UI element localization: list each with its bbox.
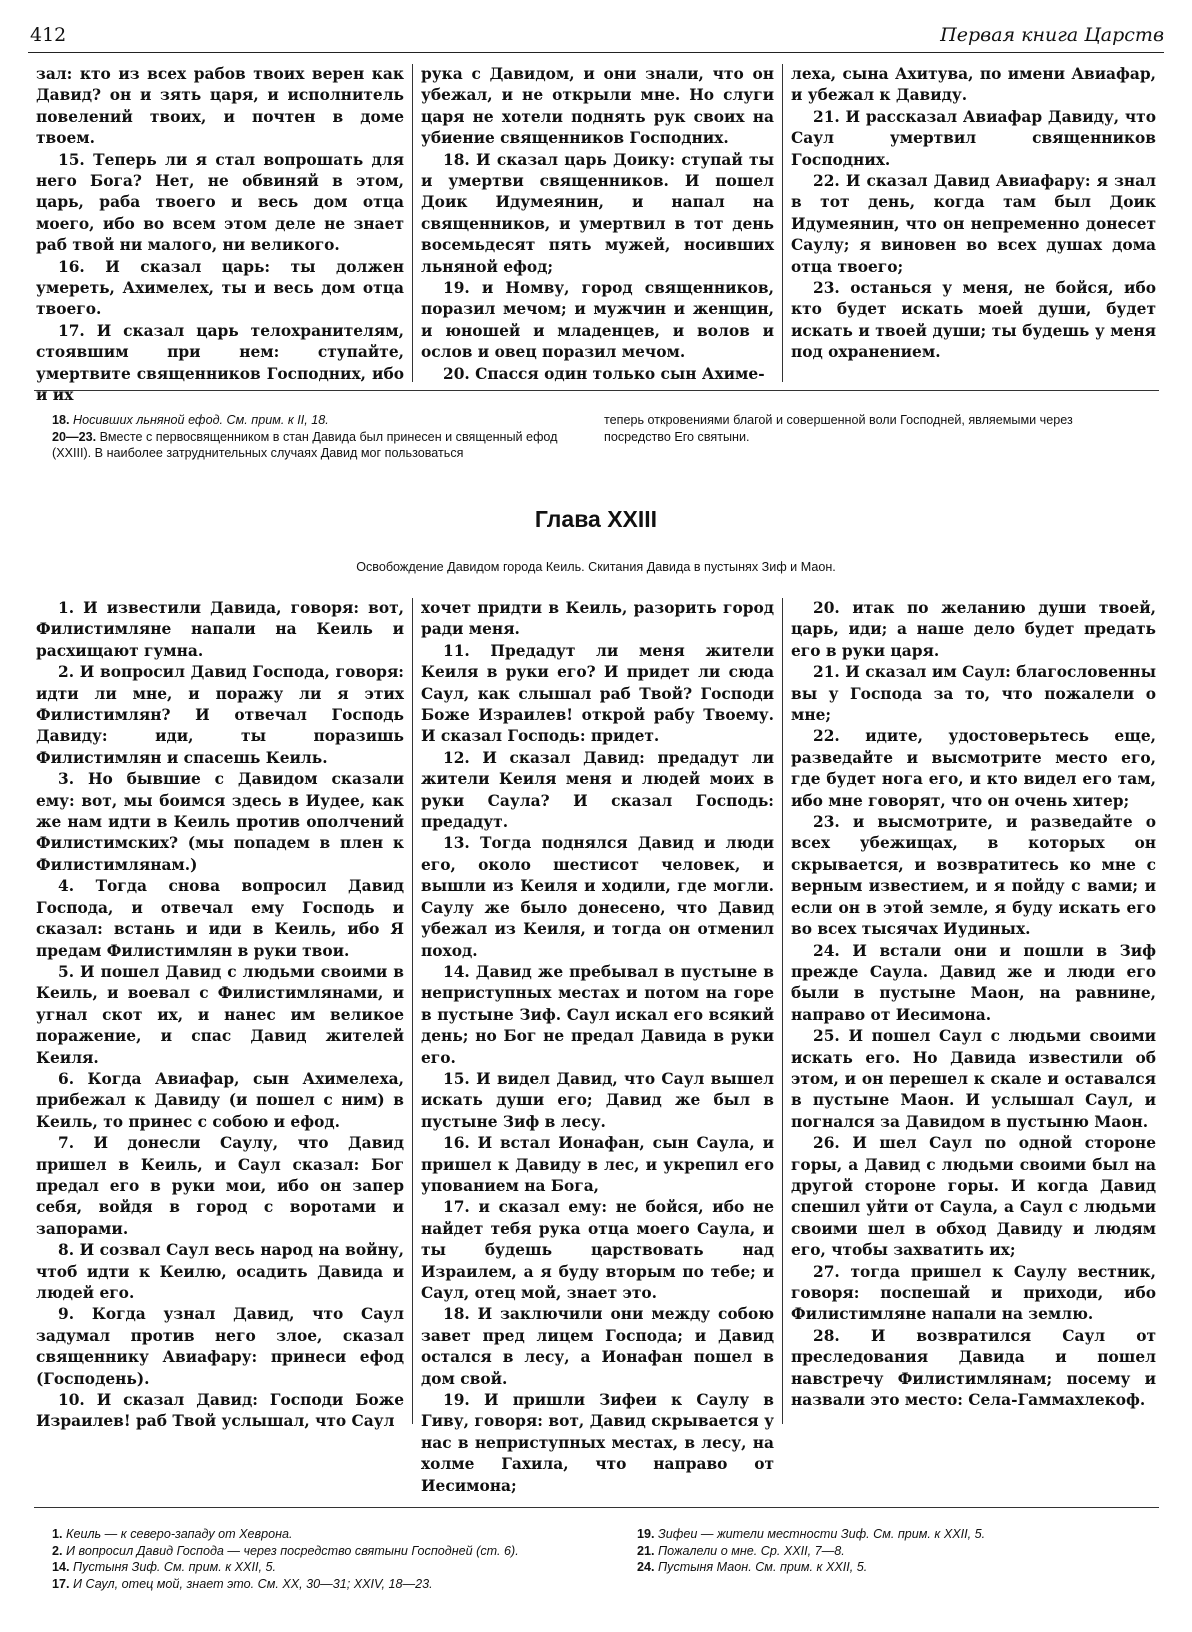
chapter-column-2 xyxy=(412,598,782,1495)
top-column-3 xyxy=(782,64,1164,382)
verse: 20. итак по желанию души твоей, царь, иди; а наше дело будет предать его в руки царя. xyxy=(791,599,1156,660)
verse: 20. Спасся один только сын Ахиме- xyxy=(443,364,765,383)
bottom-footnotes xyxy=(52,1526,1132,1592)
verse: 14. Давид же пребывал в пустыне в неприступных местах и потом на горе в пустыне Зиф. Саул искал его всякий день; но Бог не предал Давида в руки его. xyxy=(421,962,774,1067)
verse: 15. Теперь ли я стал вопрошать для него Бога? Нет, не обвиняй в этом, царь, раба твоего и весь дом отца моего, ибо во всем этом деле не знает раб твой ни малого, ни великого. xyxy=(36,150,404,255)
footnote: теперь откровениями благой и совершенной воли Господней, являемыми через посредство Его святыни. xyxy=(604,413,1073,444)
verse: рука с Давидом, и они знали, что он убежал, и не открыли мне. Но слуги царя не хотели поднять рук своих на убиение священников Господних. xyxy=(421,65,774,148)
verse: 27. тогда пришел к Саулу вестник, говоря: поспешай и приходи, ибо Филистимляне напали на землю. xyxy=(791,1262,1156,1324)
running-title: Первая книга Царств xyxy=(940,24,1164,46)
verse: 22. И сказал Давид Авиафару: я знал в тот день, когда там был Доик Идумеянин, что он непременно донесет Саулу; я виновен во всех душах дома отца твоего; xyxy=(791,172,1156,276)
footnote: 17. И Саул, отец мой, знает это. См. XX, 30—31; XXIV, 18—23. xyxy=(52,1576,433,1591)
chapter-text-columns xyxy=(28,598,1164,1495)
footnote: 20—23. Вместе с первосвященником в стан Давида был принесен и священный ефод (XXIII). В наиболее затруднительных случаях Давид мог пользоваться xyxy=(52,429,558,461)
chapter-title: Глава XXIII xyxy=(534,506,658,532)
verse: 16. И сказал царь: ты должен умереть, Ахимелех, ты и весь дом отца твоего. xyxy=(36,257,404,319)
verse: 15. И видел Давид, что Саул вышел искать души его; Давид же был в пустыне Зиф в лесу. xyxy=(421,1069,774,1131)
verse: 4. Тогда снова вопросил Давид Господа, и отвечал ему Господь и сказал: встань и иди в Кеиль, ибо Я предам Филистимлян в руки твои. xyxy=(36,877,404,960)
top-notes-divider xyxy=(34,390,1159,391)
top-notes-left xyxy=(52,412,592,462)
running-header xyxy=(28,20,1164,53)
verse: 16. И встал Ионафан, сын Саула, и пришел к Давиду в лес, и укрепил его упованием на Бога, xyxy=(421,1134,774,1195)
bottom-notes-left xyxy=(52,1526,637,1592)
verse: 19. И пришли Зифеи к Саулу в Гиву, говоря: вот, Давид скрывается у нас в неприступных местах, в лесу, на холме Гахила, что направо от Иесимона; xyxy=(421,1391,774,1495)
verse: 23. и высмотрите, и разведайте о всех убежищах, в которых он скрывается, и возвратитесь ко мне с верным известием, и я пойду с вами; и если он в этой земле, я буду искать его во всех тысячах Иудиных. xyxy=(791,813,1156,939)
footnote: 19. Зифеи — жители местности Зиф. См. прим. к XXII, 5. xyxy=(637,1527,986,1541)
bottom-notes-right xyxy=(637,1526,1132,1592)
footnote: 24. Пустыня Маон. См. прим. к XXII, 5. xyxy=(637,1560,868,1575)
verse: 11. Предадут ли меня жители Кеиля в руки его? И придет ли сюда Саул, как слышал раб Твой? Господи Боже Израилев! открой рабу Твоему. И сказал Господь: придет. xyxy=(421,641,774,746)
verse: 7. И донесли Саулу, что Давид пришел в Кеиль, и Саул сказал: Бог предал его в руки мои, ибо он запер себя, войдя в город с воротами и запорами. xyxy=(36,1134,404,1238)
verse: 3. Но бывшие с Давидом сказали ему: вот, мы боимся здесь в Иудее, как же нам идти в Кеиль против ополчений Филистимских? (мы попадем в плен к Филистимлянам.) xyxy=(36,770,404,874)
verse: 2. И вопросил Давид Господа, говоря: идти ли мне, и поражу ли я этих Филистимлян? И отвечал Господь Давиду: иди, ты поразишь Филистимлян и спасешь Кеиль. xyxy=(36,663,404,767)
verse: зал: кто из всех рабов твоих верен как Давид? он и зять царя, и исполнитель повелений твоих, и почтен в доме твоем. xyxy=(36,65,404,148)
verse: 8. И созвал Саул весь народ на войну, чтоб идти к Кеилю, осадить Давида и людей его. xyxy=(36,1241,404,1302)
verse: 23. останься у меня, не бойся, ибо кто будет искать моей души, будет искать и твоей души; ты будешь у меня под охранением. xyxy=(791,279,1156,362)
verse: 13. Тогда поднялся Давид и люди его, около шестисот человек, и вышли из Кеиля и ходили, где могли. Саулу же было донесено, что Давид убежал из Кеиля, и тогда он отменил поход. xyxy=(421,834,774,960)
verse: 19. и Номву, город священников, поразил мечом; и мужчин и женщин, и юношей и младенцев, и волов и ослов и овец поразил мечом. xyxy=(421,279,774,362)
chapter-column-3 xyxy=(782,598,1164,1424)
verse: 22. идите, удостоверьтесь еще, разведайте и высмотрите место его, где будет нога его, и кто видел его там, ибо мне говорят, что он очень хитер; xyxy=(791,727,1156,810)
verse: 24. И встали они и пошли в Зиф прежде Саула. Давид же и люди его были в пустыне Маон, на равнине, направо от Иесимона. xyxy=(791,941,1156,1024)
verse: 17. И сказал царь телохранителям, стоявшим при нем: ступайте, умертвите священников Господних, ибо и их xyxy=(36,321,404,405)
page-number: 412 xyxy=(30,24,67,46)
chapter-summary: Освобождение Давидом города Кеиль. Скитания Давида в пустынях Зиф и Маон. xyxy=(356,560,836,574)
footnote: 21. Пожалели о мне. Ср. XXII, 7—8. xyxy=(637,1543,845,1558)
top-column-1 xyxy=(28,64,412,405)
verse: 1. И известили Давида, говоря: вот, Филистимляне напали на Кеиль и расхищают гумна. xyxy=(36,599,404,660)
top-column-2 xyxy=(412,64,782,382)
top-notes-right xyxy=(592,412,1132,462)
verse: 26. И шел Саул по одной стороне горы, а Давид с людьми своими был на другой стороне горы. И когда Давид спешил уйти от Саула, а Саул с людьми своими шел в обход Давиду и людям его, чтобы захватить их; xyxy=(791,1134,1156,1260)
verse: 5. И пошел Давид с людьми своими в Кеиль, и воевал с Филистимлянами, и угнал скот их, и нанес им великое поражение, и спас Давид жителей Кеиля. xyxy=(36,962,404,1067)
verse: 18. И заключили они между собою завет пред лицем Господа; и Давид остался в лесу, а Ионафан пошел в дом свой. xyxy=(421,1305,774,1388)
chapter-column-1 xyxy=(28,598,412,1431)
top-footnotes xyxy=(52,412,1132,462)
verse: леха, сына Ахитува, по имени Авиафар, и убежал к Давиду. xyxy=(791,65,1156,105)
verse: 21. И сказал им Саул: благословенны вы у Господа за то, что пожалели о мне; xyxy=(791,663,1156,725)
verse: 28. И возвратился Саул от преследования Давида и пошел навстречу Филистимлянам; посему и назвали это место: Села-Гаммахлекоф. xyxy=(791,1326,1156,1410)
verse: 10. И сказал Давид: Господи Боже Израилев! раб Твой услышал, что Саул xyxy=(36,1391,404,1431)
verse: 6. Когда Авиафар, сын Ахимелеха, прибежал к Давиду (и пошел с ним) в Кеиль, то принес с собою и ефод. xyxy=(36,1069,404,1131)
verse: 18. И сказал царь Доику: ступай ты и умертви священников. И пошел Доик Идумеянин, и напал на священников, и умертвил в тот день восемьдесят пять мужей, носивших льняной ефод; xyxy=(421,150,774,276)
verse: 17. и сказал ему: не бойся, ибо не найдет тебя рука отца моего Саула, и ты будешь царствовать над Израилем, а я буду вторым по тебе; и Саул, отец мой, знает это. xyxy=(421,1198,774,1302)
footnote: 2. И вопросил Давид Господа — через посредство святыни Господней (ст. 6). xyxy=(52,1543,519,1558)
verse: 9. Когда узнал Давид, что Саул задумал против него злое, сказал священнику Авиафару: принеси ефод (Господень). xyxy=(36,1305,404,1388)
verse: 25. И пошел Саул с людьми своими искать его. Но Давида известили об этом, и он перешел к скале и оставался в пустыне Маон. И услышал Саул, и погнался за Давидом в пустыню Маон. xyxy=(791,1027,1156,1131)
bottom-notes-divider xyxy=(34,1507,1159,1508)
verse: хочет придти в Кеиль, разорить город ради меня. xyxy=(421,599,774,639)
footnote: 14. Пустыня Зиф. См. прим. к XXII, 5. xyxy=(52,1560,276,1575)
footnote: 1. Кеиль — к северо-западу от Хеврона. xyxy=(52,1527,293,1541)
verse: 21. И рассказал Авиафар Давиду, что Саул умертвил священников Господних. xyxy=(791,107,1156,169)
verse: 12. И сказал Давид: предадут ли жители Кеиля меня и людей моих в руки Саула? И сказал Господь: предадут. xyxy=(421,748,774,832)
top-text-columns xyxy=(28,64,1164,405)
footnote: 18. Носивших льняной ефод. См. прим. к II, 18. xyxy=(52,413,329,427)
